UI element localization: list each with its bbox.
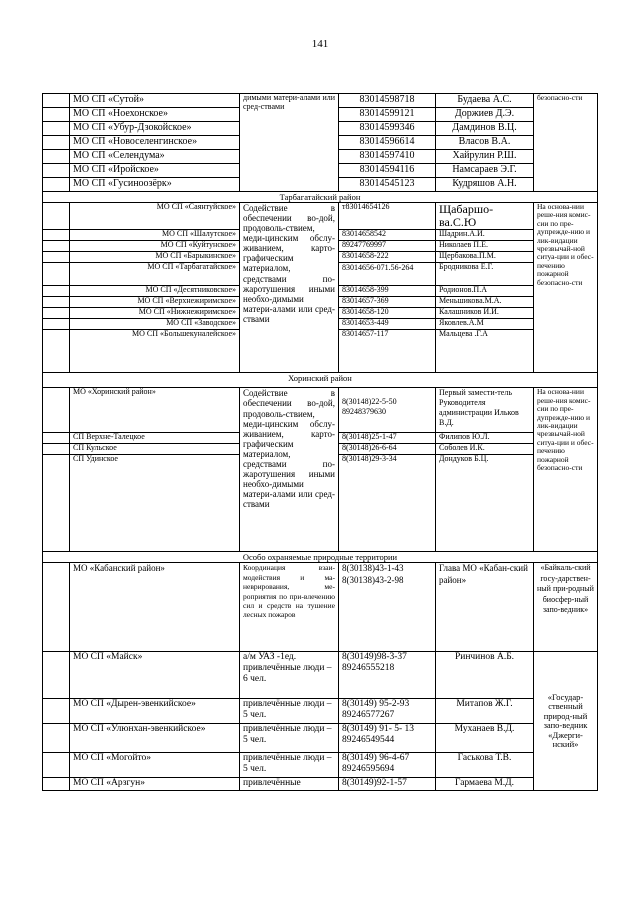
- phone-number: 8(30149) 95-2-93 89246577267: [339, 699, 436, 724]
- phone-number: 8(30148)26-6-64: [339, 444, 436, 455]
- phone-number: 83014657-369: [339, 297, 436, 308]
- section-title: Особо охраняемые природные территории: [43, 552, 598, 563]
- table-row: [43, 563, 598, 652]
- table-row: [43, 203, 598, 230]
- responsible-person: Глава МО «Кабан-ский район»: [436, 563, 534, 652]
- phone-number: 83014596614: [339, 136, 436, 150]
- phone-number: 83014599121: [339, 108, 436, 122]
- phone-number: 83014653-449: [339, 319, 436, 330]
- phone-number: 89247769997: [339, 241, 436, 252]
- responsible-person: Соболев И.К.: [436, 444, 534, 455]
- phone-number: 8(30138)43-1-43 8(30138)43-2-98: [339, 563, 436, 652]
- assistance-description: а/м УАЗ -1ед. привлечённые люди – 6 чел.: [240, 652, 339, 699]
- basis-note: На основа-нии реше-ния комис-сии по пре-дупрежде-нию и лик-видации чрезвычай-ной ситуа-ции и обес-печению пожарной безопасно-сти: [534, 388, 598, 552]
- municipality-name: СП Верхне-Талецкое: [70, 433, 240, 444]
- page-number: 141: [311, 38, 329, 50]
- table-row: [43, 724, 598, 753]
- responsible-person: Намсараев Э.Г.: [436, 164, 534, 178]
- municipality-name: МО СП «Майск»: [70, 652, 240, 699]
- responsible-person: Хайрулин Р.Ш.: [436, 150, 534, 164]
- basis-note: На основа-нии реше-ния комис-сии по пре-дупрежде-нию и лик-видации чрезвычай-ной ситуа-ции и обес-печению пожарной безопасно-сти: [534, 203, 598, 373]
- municipality-name: МО СП «Убур-Дзокойское»: [70, 122, 240, 136]
- municipality-name: МО СП «Верхнежиримское»: [70, 297, 240, 308]
- responsible-person: Бродникова Е.Г.: [436, 263, 534, 286]
- phone-number: т83014654126: [339, 203, 436, 230]
- municipality-name: МО СП «Улюнхан-эвенкийское»: [70, 724, 240, 753]
- phone-number: 8(30149) 96-4-67 89246595694: [339, 753, 436, 778]
- municipality-name: МО СП «Ноехонское»: [70, 108, 240, 122]
- municipality-name: МО СП «Куйтунское»: [70, 241, 240, 252]
- municipality-name: МО СП «Арзгун»: [70, 778, 240, 791]
- responsible-person: Митапов Ж.Г.: [436, 699, 534, 724]
- reserve-note: «Государ-ственный природ-ный запо-ведник «Джерги-нский»: [534, 652, 598, 791]
- municipality-name: МО СП «Саянтуйское»: [70, 203, 240, 230]
- municipality-name: МО СП «Дырен-эвенкийское»: [70, 699, 240, 724]
- phone-number: 83014656-071.56-264: [339, 263, 436, 286]
- responsible-person: Шадрин.А.И.: [436, 230, 534, 241]
- phone-number: 8(30148)25-1-47: [339, 433, 436, 444]
- responsible-person: Мальцева .Г.А: [436, 330, 534, 373]
- responsible-person: Дамдинов В.Ц.: [436, 122, 534, 136]
- municipality-name: МО «Кабанский район»: [70, 563, 240, 652]
- responsible-person: Кудряшов А.Н.: [436, 178, 534, 192]
- responsible-person: Щабаршо-ва.С.Ю: [436, 203, 534, 230]
- phone-number: 83014658-120: [339, 308, 436, 319]
- phone-number: 83014597410: [339, 150, 436, 164]
- responsible-person: Родионов.П.А: [436, 286, 534, 297]
- municipality-name: СП Кульское: [70, 444, 240, 455]
- assistance-description: Содействие в обеспечении во-дой, продоволь-ствием, меди-цинским обслу-живанием, карто-графическим материалом, средствами по-жаротушения иными необхо-димыми матери-алами или сред-ствами: [240, 203, 339, 373]
- responsible-person: Николаев П.Е.: [436, 241, 534, 252]
- table-row: [43, 778, 598, 791]
- responsible-person: Доржиев Д.Э.: [436, 108, 534, 122]
- table-row: [43, 652, 598, 699]
- phone-number: 8(30148)22-5-50 89248379630: [339, 388, 436, 433]
- reserve-note: «Байкаль-ский госу-дарствен-ный при-родный биосфер-ный запо-ведник»: [534, 563, 598, 652]
- responsible-person: Калашников И.И.: [436, 308, 534, 319]
- responsible-person: Щербакова.П.М.: [436, 252, 534, 263]
- phone-number: 83014657-117: [339, 330, 436, 373]
- resources-table: [42, 93, 598, 791]
- phone-number: 83014658542: [339, 230, 436, 241]
- section-header-row: [43, 373, 598, 388]
- section-title: Хоринский район: [43, 373, 598, 388]
- municipality-name: МО СП «Шалутское»: [70, 230, 240, 241]
- responsible-person: Первый замести-тель Руководителя администрации Ильков В.Д.: [436, 388, 534, 433]
- phone-number: 83014599346: [339, 122, 436, 136]
- municipality-name: МО СП «Десятниковское»: [70, 286, 240, 297]
- section-header-row: [43, 192, 598, 203]
- phone-number: 83014545123: [339, 178, 436, 192]
- municipality-name: МО СП «Новоселенгинское»: [70, 136, 240, 150]
- assistance-description: Координация взаи-модействия и ма-неврирования, ме-роприятия по при-влечению сил и средств на тушение лесных пожаров: [240, 563, 339, 652]
- assistance-description: привлечённые люди – 5 чел.: [240, 699, 339, 724]
- assistance-description: привлечённые люди – 5 чел.: [240, 753, 339, 778]
- phone-number: 83014658-222: [339, 252, 436, 263]
- responsible-person: Ринчинов А.Б.: [436, 652, 534, 699]
- municipality-name: МО СП «Заводское»: [70, 319, 240, 330]
- responsible-person: Гармаева М.Д.: [436, 778, 534, 791]
- municipality-name: МО СП «Сутой»: [70, 94, 240, 108]
- municipality-name: МО СП «Барыкинское»: [70, 252, 240, 263]
- phone-number: 8(30148)29-3-34: [339, 455, 436, 552]
- municipality-name: МО СП «Гусиноозёрк»: [70, 178, 240, 192]
- basis-note: безопасно-сти: [534, 94, 598, 192]
- responsible-person: Власов В.А.: [436, 136, 534, 150]
- section-header-row: [43, 552, 598, 563]
- assistance-description: привлечённые люди – 5 чел.: [240, 724, 339, 753]
- responsible-person: Яковлев.А.М: [436, 319, 534, 330]
- responsible-person: Меньшикова.М.А.: [436, 297, 534, 308]
- table-row: [43, 94, 598, 108]
- table-row: [43, 388, 598, 433]
- phone-number: 83014598718: [339, 94, 436, 108]
- responsible-person: Филипов Ю.Л.: [436, 433, 534, 444]
- municipality-name: МО СП «Селендума»: [70, 150, 240, 164]
- section-title: Тарбагатайский район: [43, 192, 598, 203]
- responsible-person: Гаськова Т.В.: [436, 753, 534, 778]
- phone-number: 8(30149)98-3-37 89246555218: [339, 652, 436, 699]
- phone-number: 8(30149) 91- 5- 13 89246549544: [339, 724, 436, 753]
- municipality-name: МО СП «Большекуналейское»: [70, 330, 240, 373]
- municipality-name: МО СП «Тарбагатайское»: [70, 263, 240, 286]
- assistance-description: димыми матери-алами или сред-ствами: [240, 94, 339, 192]
- phone-number: 83014658-399: [339, 286, 436, 297]
- municipality-name: МО «Хоринский район»: [70, 388, 240, 433]
- phone-number: 83014594116: [339, 164, 436, 178]
- municipality-name: МО СП «Иройское»: [70, 164, 240, 178]
- assistance-description: Содействие в обеспечении во-дой, продоволь-ствием, меди-цинским обслу-живанием, карто-графическим материалом, средствами по-жаротушения иными необхо-димыми матери-алами или сред-ствами: [240, 388, 339, 552]
- table-row: [43, 753, 598, 778]
- assistance-description: привлечённые: [240, 778, 339, 791]
- responsible-person: Дондуков Б.Ц.: [436, 455, 534, 552]
- municipality-name: МО СП «Могойто»: [70, 753, 240, 778]
- table-row: [43, 699, 598, 724]
- responsible-person: Будаева А.С.: [436, 94, 534, 108]
- phone-number: 8(30149)92-1-57: [339, 778, 436, 791]
- responsible-person: Муханаев В.Д.: [436, 724, 534, 753]
- municipality-name: СП Удинское: [70, 455, 240, 552]
- municipality-name: МО СП «Нижнежиримское»: [70, 308, 240, 319]
